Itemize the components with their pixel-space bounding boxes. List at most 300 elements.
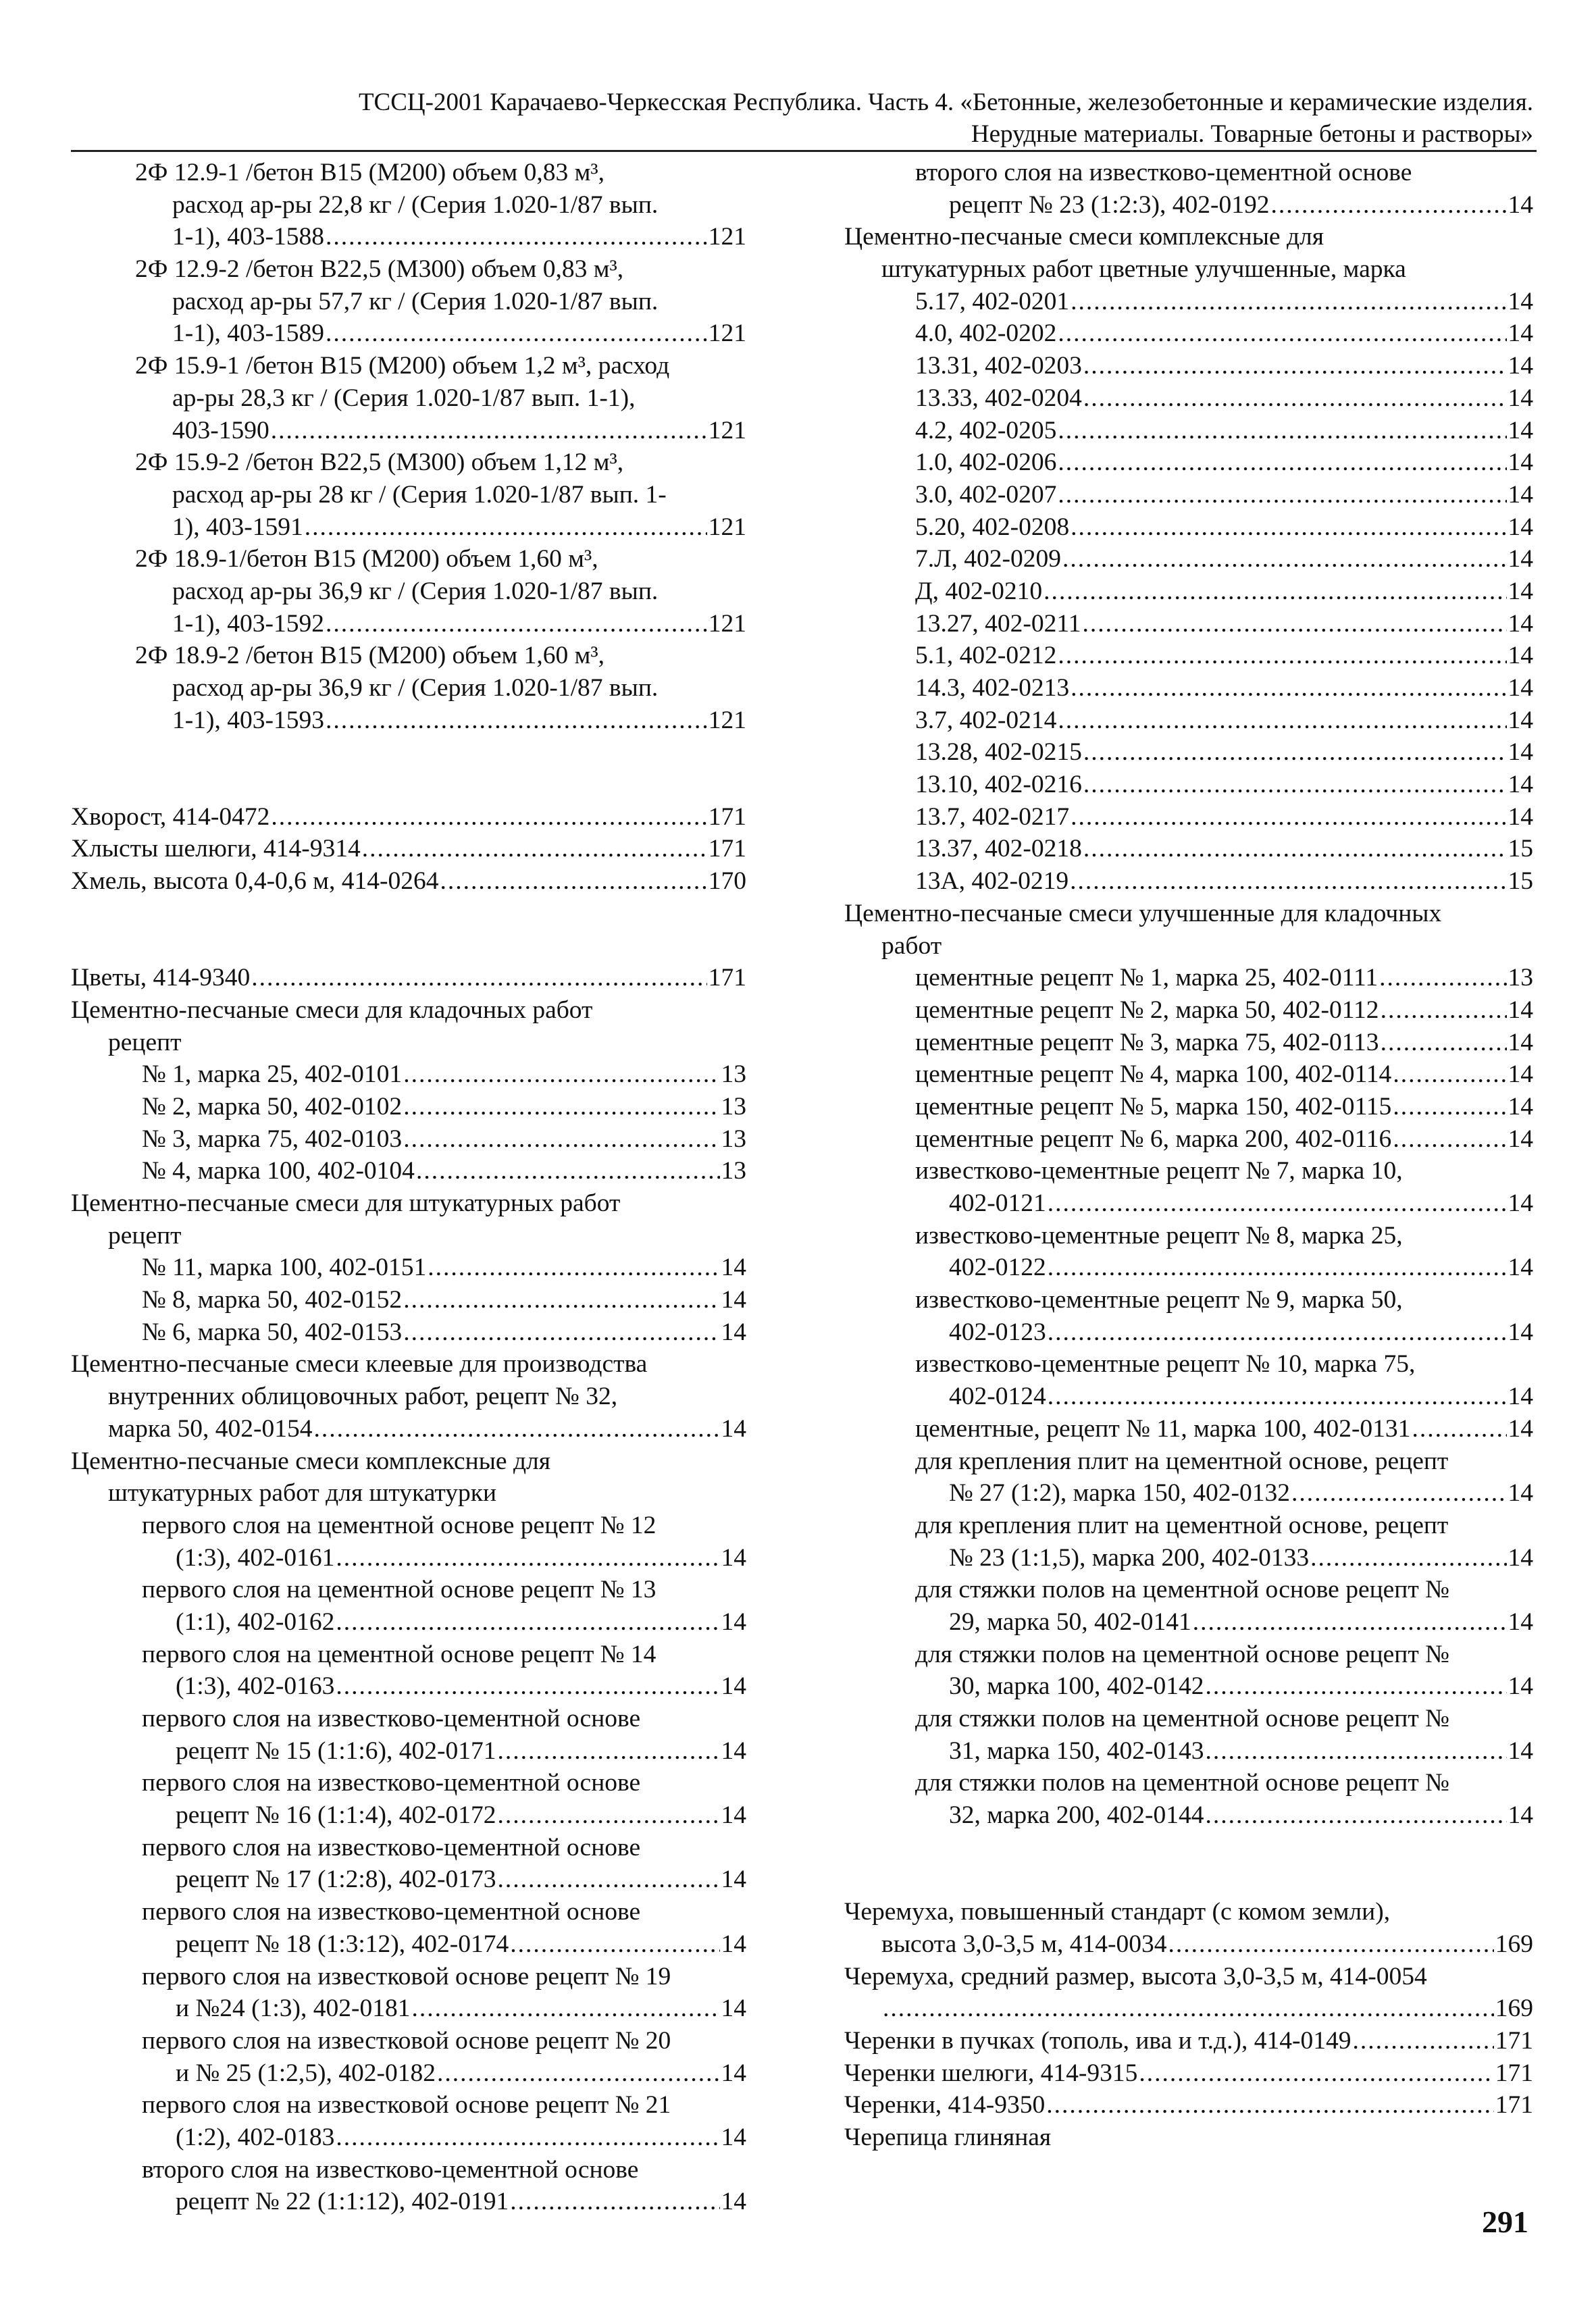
index-entry-line [844,1928,1533,1961]
entry-text: 13.31, 402-0203 [915,352,1082,380]
index-entry-line [71,704,746,737]
entry-page-ref: 14 [1508,1543,1533,1572]
index-entry-line [71,1252,746,1284]
entry-text: штукатурных работ для штукатурки [108,1479,497,1508]
index-entry-line [844,1187,1533,1220]
index-entry-line [71,221,746,253]
entry-text: 32, марка 200, 402-0144 [949,1801,1204,1830]
index-entry-line [844,736,1533,769]
entry-text: 13.33, 402-0204 [915,384,1082,412]
entry-page-ref: 14 [1508,190,1533,219]
entry-text: 3.7, 402-0214 [915,706,1057,734]
index-entry-line [844,1670,1533,1703]
index-entry-line [844,2057,1533,2090]
entry-text: первого слоя на цементной основе рецепт № 14 [142,1640,657,1668]
index-entry-line [71,833,746,865]
entry-page-ref: 13 [721,1060,746,1089]
index-entry-line [71,1027,746,1059]
index-entry-line [844,157,1533,189]
index-entry-line [844,1992,1533,2025]
index-entry-line [844,1896,1533,1928]
index-entry-line [71,350,746,382]
entry-text: работ [881,931,942,960]
dot-leader [1310,1542,1506,1574]
dot-leader [336,1542,719,1574]
index-entry-line [71,672,746,704]
entry-text: Д, 402-0210 [915,577,1043,605]
index-entry-line [844,1639,1533,1671]
index-entry-line [71,1896,746,1928]
index-entry-line [71,1961,746,1993]
dot-leader [1058,640,1506,672]
index-entry-line [71,317,746,350]
dot-leader [883,1992,1494,2025]
entry-page-ref: 121 [708,416,746,444]
dot-leader [1071,672,1506,704]
index-entry-line [844,1058,1533,1091]
dot-leader [251,962,706,994]
index-entry-line [844,704,1533,737]
dot-leader [1071,511,1506,544]
entry-text: № 8, марка 50, 402-0152 [142,1286,403,1314]
entry-text: Цементно-песчаные смеси клеевые для производства [71,1350,648,1379]
entry-text: Черемуха, средний размер, высота 3,0-3,5 м, 414-0054 [844,1962,1427,1990]
entry-page-ref: 14 [1508,1125,1533,1153]
dot-leader [314,1413,720,1445]
entry-text: 2Ф 15.9-1 /бетон В15 (М200) объем 1,2 м³, расход [135,352,670,380]
entry-page-ref: 14 [721,1543,746,1572]
dot-leader [271,415,707,447]
dot-leader [1058,446,1506,479]
entry-text: 1-1), 403-1592 [172,609,324,638]
index-entry-line [844,1027,1533,1059]
index-entry-line [71,865,746,898]
index-entry-line [71,575,746,608]
entry-page-ref: 121 [708,609,746,638]
index-entry-line [71,1703,746,1735]
index-entry-line [844,1606,1533,1639]
entry-text: Черенки в пучках (тополь, ива и т.д.), 414-0149 [844,2026,1352,2055]
index-entry-line [844,801,1533,833]
index-entry-line [844,962,1533,994]
entry-page-ref: 14 [721,2188,746,2216]
entry-text: цементные рецепт № 3, марка 75, 402-0113 [915,1028,1379,1056]
index-entry-line [71,1767,746,1799]
index-entry-line [71,1992,746,2025]
index-entry-line [71,608,746,640]
dot-leader [510,2186,719,2218]
entry-text: известково-цементные рецепт № 7, марка 10, [915,1157,1403,1185]
entry-text: 1-1), 403-1593 [172,706,324,734]
entry-text: Хмель, высота 0,4-0,6 м, 414-0264 [71,867,439,896]
entry-page-ref: 14 [1508,577,1533,605]
dot-leader [305,511,707,544]
dot-leader [411,1992,719,2025]
entry-text: первого слоя на известково-цементной основе [142,1705,641,1732]
entry-page-ref: 14 [1508,1060,1533,1089]
index-entry-line [71,801,746,833]
dot-leader [428,1252,719,1284]
entry-text: 13.7, 402-0217 [915,802,1070,831]
dot-leader [1352,2025,1493,2057]
entry-text: 13.37, 402-0218 [915,835,1082,863]
entry-page-ref: 171 [1495,2091,1533,2119]
entry-text: 13.28, 402-0215 [915,738,1082,767]
dot-leader [1058,704,1506,737]
entry-text: Черенки, 414-9350 [844,2091,1046,2119]
entry-text: 402-0122 [949,1254,1046,1282]
blank-line [844,1832,1533,1864]
entry-text: Цементно-песчаные смеси улучшенные для кладочных [844,899,1442,927]
index-entry-line [844,511,1533,544]
index-entry-line [844,382,1533,415]
entry-text: Хворост, 414-0472 [71,802,270,831]
entry-page-ref: 14 [1508,384,1533,412]
dot-leader [416,1155,720,1187]
entry-text: 402-0121 [949,1189,1046,1217]
entry-page-ref: 14 [721,1414,746,1443]
dot-leader [336,1606,719,1639]
dot-leader [1193,1606,1507,1639]
entry-text: Цементно-песчаные смеси для кладочных работ [71,996,593,1024]
index-entry-line [844,1284,1533,1316]
index-entry-line [844,1510,1533,1542]
entry-text: 1), 403-1591 [172,513,303,541]
index-entry-line [844,1381,1533,1413]
index-entry-line [844,415,1533,447]
entry-text: Цементно-песчаные смеси для штукатурных работ [71,1189,621,1217]
entry-text: Черепица глиняная [844,2123,1052,2151]
entry-text: 4.0, 402-0202 [915,319,1057,348]
index-entry-line [844,317,1533,350]
entry-page-ref: 14 [1508,1318,1533,1346]
entry-page-ref: 14 [1508,1801,1533,1830]
index-entry-line [71,1445,746,1478]
dot-leader [326,704,707,737]
dot-leader [1139,2057,1493,2090]
entry-text: 29, марка 50, 402-0141 [949,1608,1191,1636]
entry-text: № 11, марка 100, 402-0151 [142,1254,427,1282]
entry-text: ар-ры 28,3 кг / (Серия 1.020-1/87 вып. 1-1), [172,384,636,412]
dot-leader [336,1670,719,1703]
index-entry-line [71,157,746,189]
dot-leader [1058,479,1506,511]
index-entry-line [71,253,746,286]
index-entry-line [71,2089,746,2122]
dot-leader [403,1058,719,1091]
index-entry-line [71,479,746,511]
index-entry-line [71,1542,746,1574]
index-entry-line [71,1574,746,1606]
dot-leader [1044,575,1506,608]
entry-text: 5.17, 402-0201 [915,287,1070,315]
index-entry-line [844,1413,1533,1445]
entry-page-ref: 14 [1508,1383,1533,1411]
index-entry-line [71,1381,746,1413]
dot-leader [1083,382,1507,415]
entry-page-ref: 14 [1508,1414,1533,1443]
index-entry-line [844,2122,1533,2154]
header-line-2: Нерудные материалы. Товарные бетоны и растворы» [971,120,1533,148]
dot-leader [1381,1027,1507,1059]
entry-text: 2Ф 18.9-1/бетон В15 (М200) объем 1,60 м³, [135,545,598,573]
entry-page-ref: 14 [1508,352,1533,380]
entry-page-ref: 14 [1508,1608,1533,1636]
dot-leader [1048,1381,1507,1413]
dot-leader [1206,1799,1507,1832]
index-entry-line [844,1542,1533,1574]
header-line-1: ТССЦ-2001 Карачаево-Черкесская Республика. Часть 4. «Бетонные, железобетонные и керамические изделия. [358,88,1533,116]
entry-page-ref: 13 [721,1125,746,1153]
entry-text: рецепт № 16 (1:1:4), 402-0172 [176,1801,496,1830]
index-entry-line [71,640,746,672]
entry-text: (1:1), 402-0162 [176,1608,335,1636]
entry-text: № 27 (1:2), марка 150, 402-0132 [949,1479,1290,1508]
entry-page-ref: 14 [1508,480,1533,509]
entry-text: 5.20, 402-0208 [915,513,1070,541]
index-entry-line [71,1155,746,1187]
entry-text: 1-1), 403-1588 [172,223,324,251]
entry-text: 30, марка 100, 402-0142 [949,1672,1204,1701]
entry-page-ref: 14 [1508,802,1533,831]
entry-text: 2Ф 12.9-1 /бетон В15 (М200) объем 0,83 м³, [135,159,604,186]
entry-page-ref: 14 [721,1608,746,1636]
index-entry-line [71,1863,746,1896]
entry-text: № 6, марка 50, 402-0153 [142,1318,403,1346]
blank-line [844,1863,1533,1896]
entry-text: известково-цементные рецепт № 9, марка 50, [915,1286,1403,1314]
index-entry-line [844,350,1533,382]
entry-page-ref: 14 [721,1286,746,1314]
entry-text: № 3, марка 75, 402-0103 [142,1125,403,1153]
entry-text: рецепт № 23 (1:2:3), 402-0192 [949,190,1270,219]
entry-text: первого слоя на известковой основе рецепт № 21 [142,2091,671,2119]
entry-text: рецепт № 22 (1:1:12), 402-0191 [176,2188,509,2216]
entry-page-ref: 14 [721,1254,746,1282]
index-entry-line [71,1735,746,1768]
index-entry-line [844,286,1533,318]
blank-line [71,736,746,769]
index-entry-line [71,2122,746,2154]
dot-leader [1393,1091,1506,1123]
dot-leader [1381,994,1507,1027]
dot-leader [1048,1252,1507,1284]
dot-leader [1048,1187,1507,1220]
entry-page-ref: 14 [721,2059,746,2087]
dot-leader [1206,1735,1507,1768]
index-entry-line [844,1316,1533,1349]
entry-text: 3.0, 402-0207 [915,480,1057,509]
index-entry-line [844,769,1533,801]
index-entry-line [71,1284,746,1316]
dot-leader [1271,189,1507,222]
index-entry-line [71,1928,746,1961]
index-entry-line [844,1348,1533,1381]
right-column [844,157,1533,2154]
index-entry-line [844,1252,1533,1284]
blank-line [71,898,746,930]
index-entry-line [71,415,746,447]
dot-leader [326,608,707,640]
dot-leader [326,221,707,253]
entry-text: 14.3, 402-0213 [915,674,1070,702]
dot-leader [1070,865,1506,898]
dot-leader [1062,543,1506,575]
entry-text: расход ар-ры 36,9 кг / (Серия 1.020-1/87 вып. [172,674,659,702]
dot-leader [1071,801,1506,833]
entry-text: № 4, марка 100, 402-0104 [142,1157,415,1185]
dot-leader [1168,1928,1494,1961]
entry-text: расход ар-ры 36,9 кг / (Серия 1.020-1/87 вып. [172,577,659,605]
entry-page-ref: 14 [1508,545,1533,573]
entry-text: Хлысты шелюги, 414-9314 [71,835,361,863]
index-entry-line [71,1123,746,1156]
entry-page-ref: 14 [1508,1189,1533,1217]
entry-text: рецепт [108,1221,182,1250]
index-entry-line [844,1574,1533,1606]
entry-page-ref: 14 [1508,996,1533,1024]
entry-page-ref: 121 [708,706,746,734]
dot-leader [336,2122,719,2154]
index-entry-line [71,1639,746,1671]
entry-text: 2Ф 15.9-2 /бетон В22,5 (М300) объем 1,12 м³, [135,448,624,477]
index-entry-line [71,1187,746,1220]
left-column [71,157,746,2218]
header-rule [71,150,1537,152]
entry-page-ref: 14 [1508,1737,1533,1765]
index-entry-line [71,1832,746,1864]
dot-leader [1393,1058,1506,1091]
entry-page-ref: 171 [1495,2059,1533,2087]
index-entry-line [71,1348,746,1381]
entry-page-ref: 14 [1508,1254,1533,1282]
dot-leader [437,2057,720,2090]
dot-leader [1048,1316,1507,1349]
dot-leader [403,1284,719,1316]
index-entry-line [844,543,1533,575]
index-entry-line [844,575,1533,608]
entry-page-ref: 14 [721,1318,746,1346]
index-entry-line [71,543,746,575]
entry-text: цементные рецепт № 6, марка 200, 402-0116 [915,1125,1392,1153]
index-entry-line [71,1316,746,1349]
entry-page-ref: 14 [721,1930,746,1958]
index-entry-line [71,1510,746,1542]
entry-page-ref: 170 [708,867,746,896]
index-entry-line [844,2089,1533,2122]
index-entry-line [71,511,746,544]
entry-page-ref: 169 [1495,1930,1533,1958]
entry-text: цементные рецепт № 2, марка 50, 402-0112 [915,996,1379,1024]
entry-text: первого слоя на известково-цементной основе [142,1769,641,1797]
entry-text: первого слоя на цементной основе рецепт № 13 [142,1576,657,1604]
entry-text: высота 3,0-3,5 м, 414-0034 [881,1930,1167,1958]
entry-text: Цементно-песчаные смеси комплексные для [844,223,1324,251]
entry-page-ref: 14 [1508,1092,1533,1121]
dot-leader [403,1316,719,1349]
entry-page-ref: 15 [1508,867,1533,896]
entry-text: известково-цементные рецепт № 10, марка 75, [915,1350,1416,1379]
entry-text: Черемуха, повышенный стандарт (с комом земли), [844,1898,1391,1926]
entry-text: первого слоя на известково-цементной основе [142,1898,641,1926]
index-entry-line [71,2154,746,2186]
entry-text: 403-1590 [172,416,269,444]
entry-text: 402-0124 [949,1383,1046,1411]
dot-leader [1046,2089,1493,2122]
entry-page-ref: 14 [1508,642,1533,670]
entry-page-ref: 121 [708,513,746,541]
entry-page-ref: 14 [1508,287,1533,315]
dot-leader [1058,415,1506,447]
index-entry-line [71,286,746,318]
index-entry-line [71,1091,746,1123]
index-entry-line [71,2186,746,2218]
dot-leader [1083,833,1507,865]
index-entry-line [71,994,746,1027]
entry-text: № 1, марка 25, 402-0101 [142,1060,403,1089]
dot-leader [1291,1477,1507,1510]
entry-text: расход ар-ры 28 кг / (Серия 1.020-1/87 вып. 1- [172,480,667,509]
index-entry-line [844,898,1533,930]
dot-leader [1412,1413,1506,1445]
index-entry-line [71,2057,746,2090]
index-entry-line [844,1735,1533,1768]
entry-text: для стяжки полов на цементной основе рецепт № [915,1640,1449,1668]
index-entry-line [844,833,1533,865]
entry-text: Цементно-песчаные смеси комплексные для [71,1447,550,1475]
entry-text: цементные, рецепт № 11, марка 100, 402-0131 [915,1414,1411,1443]
entry-page-ref: 171 [1495,2026,1533,2055]
index-entry-line [844,608,1533,640]
entry-text: Черенки шелюги, 414-9315 [844,2059,1138,2087]
entry-text: (1:2), 402-0183 [176,2123,335,2151]
entry-page-ref: 15 [1508,835,1533,863]
index-entry-line [71,189,746,222]
entry-page-ref: 14 [721,1672,746,1701]
page-header [135,86,1533,150]
entry-text: марка 50, 402-0154 [108,1414,313,1443]
index-entry-line [844,1799,1533,1832]
entry-text: 13.27, 402-0211 [915,609,1081,638]
entry-page-ref: 14 [1508,319,1533,348]
entry-text: 2Ф 12.9-2 /бетон В22,5 (М300) объем 0,83 м³, [135,255,624,284]
entry-page-ref: 14 [1508,513,1533,541]
dot-leader [440,865,707,898]
index-entry-line [844,1123,1533,1156]
blank-line [71,930,746,962]
index-entry-line [71,1058,746,1091]
entry-text: рецепт № 18 (1:3:12), 402-0174 [176,1930,509,1958]
index-entry-line [844,253,1533,286]
entry-page-ref: 14 [721,1866,746,1894]
dot-leader [1206,1670,1507,1703]
index-entry-line [844,1961,1533,1993]
index-entry-line [71,382,746,415]
index-entry-line [71,1220,746,1252]
entry-text: № 23 (1:1,5), марка 200, 402-0133 [949,1543,1310,1572]
dot-leader [1393,1123,1506,1156]
entry-page-ref: 14 [1508,1028,1533,1056]
index-entry-line [844,1091,1533,1123]
dot-leader [498,1799,720,1832]
entry-page-ref: 14 [721,2123,746,2151]
dot-leader [1071,286,1506,318]
entry-page-ref: 14 [1508,609,1533,638]
entry-page-ref: 14 [721,1737,746,1765]
entry-text: первого слоя на известковой основе рецепт № 19 [142,1962,671,1990]
entry-page-ref: 14 [1508,1672,1533,1701]
entry-text: первого слоя на известково-цементной основе [142,1833,641,1861]
